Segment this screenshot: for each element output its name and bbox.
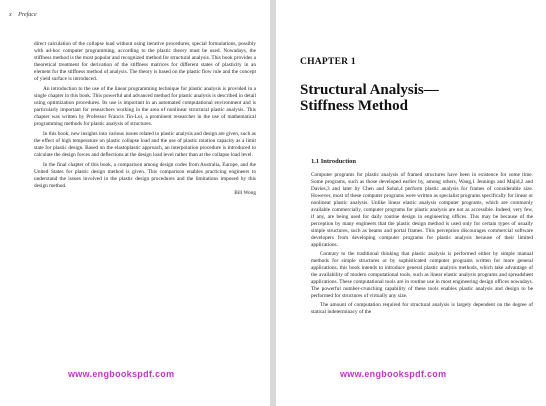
chapter-title-line: Structural Analysis— [300,82,439,98]
right-page [276,0,546,406]
watermark-link[interactable]: www.engbookspdf.com [68,369,175,379]
preface-paragraph: An introduction to the use of the linear programming technique for plastic analysis is provided in a single chapter in this book. This powerful and advanced method for plastic analysis is described in detail using optimization procedures. Its use is important in an automated computational environment and is particularly important for researchers working in the area of nonlinear structural plastic analysis. This chapter was written by Professor Francis Tin-Loi, a prominent researcher in the use of mathematical programming methods for plastic analysis of structures. [34,86,256,127]
chapter-label: CHAPTER 1 [300,56,356,67]
running-head-title: Preface [18,12,37,18]
watermark-link[interactable]: www.engbookspdf.com [340,369,447,379]
chapter-paragraph: The amount of computation required for structural analysis is largely dependent on the degree of statical indeterminacy of the [311,302,533,315]
chapter-title [300,82,439,114]
chapter-body [311,172,533,316]
section-heading: 1.1 Introduction [311,158,357,165]
chapter-paragraph: Computer programs for plastic analysis of framed structures have been in existence for some time. Some programs, such as those developed earlier by, among others, Wang,1 Jennings and Majid,2 and Davies,3 and later by Chen and Sohal,4 perform plastic analysis for frames of considerable size. However, most of these computer programs were written as specialist programs specifically for linear or nonlinear plastic analysis. Unlike linear elastic analysis computer programs, which are commonly available commercially, computer programs for plastic analysis are not as accessible. Indeed, very few, if any, are being used for daily routine design in engineering offices. This may be because of the perception by many engineers that the plastic design method is used only for certain types of usually simple structures, such as beams and portal frames. This perception discourages commercial software developers from developing computer programs for plastic analysis because of their limited applications. [311,172,533,248]
running-head [9,12,37,18]
left-page [0,0,270,406]
page-number: x [9,12,12,18]
preface-paragraph: In this book, new insights into various issues related to plastic analysis and design are given, such as the effect of high temperature on plastic collapse load and the use of plastic rotation capacity as a limit state for plastic design. Based on the elastoplastic approach, an interpolation procedure is introduced to calculate the design forces and deflections at the design load level rather than at the collapse load level. [34,131,256,158]
chapter-paragraph: Contrary to the traditional thinking that plastic analysis is performed either by simple manual methods for simple structures or by sophisticated computer programs written for more general applications, this book intends to introduce general plastic analysis methods, which take advantage of the availability of modern computational tools, such as linear elastic analysis programs and spreadsheet applications. These computational tools are in routine use in most engineering design offices nowadays. The powerful number-crunching capability of these tools enables plastic analysis and design to be performed for structures of virtually any size. [311,251,533,299]
chapter-title-line: Stiffness Method [300,98,408,114]
preface-signature: Bill Wong [234,190,256,196]
preface-body [34,41,256,197]
preface-paragraph: In the final chapter of this book, a comparison among design codes from Australia, Europe, and the United States for plastic design method is given. This comparison enables practicing engineers to understand the issues involved in the plastic design procedures and the limitations imposed by this design method. [34,162,256,189]
preface-paragraph: direct calculation of the collapse load without using iterative procedures, special formulations, possibly with ad-hoc computer programming, according to the plastic theory must be used. Nowadays, the stiffness method is the most popular and recognized method for structural analysis. This book provides a theoretical treatment for derivation of the stiffness matrices for different states of plasticity in an element for the stiffness method of analysis. The theory is based on the plastic flow rule and the concept of yield surface is introduced. [34,41,256,82]
